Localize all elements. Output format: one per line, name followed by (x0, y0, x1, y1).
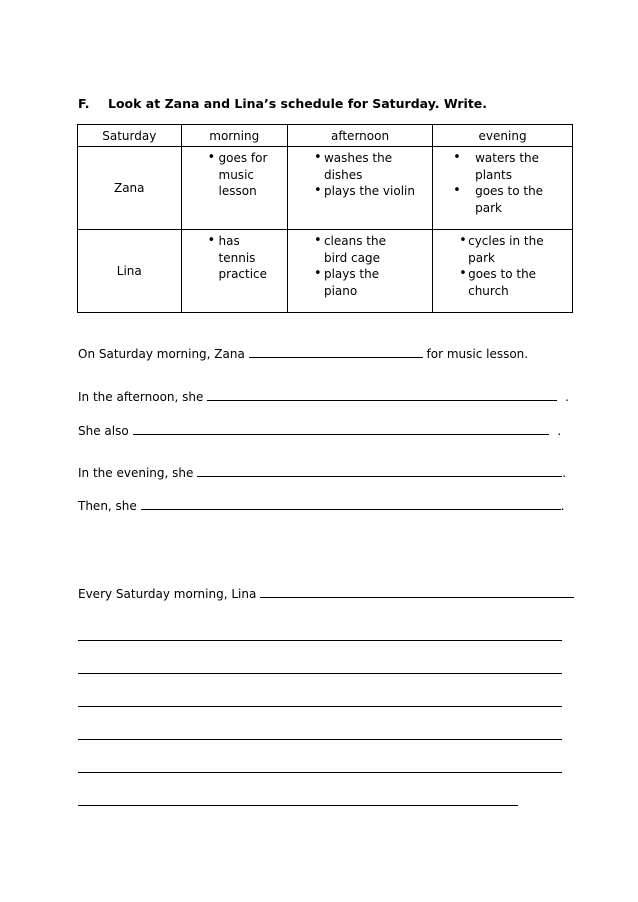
writing-line[interactable] (78, 772, 562, 773)
header-morning: morning (181, 125, 287, 147)
cell-zana-morning (181, 147, 287, 230)
header-evening: evening (433, 125, 573, 147)
schedule-table (77, 124, 573, 313)
activity-item: • waters the plants (433, 150, 550, 183)
answer-blank-2[interactable] (207, 388, 557, 401)
section-heading (78, 96, 487, 111)
sentence-2-start: In the afternoon, she (78, 390, 204, 404)
sentence-1-start: On Saturday morning, Zana (78, 347, 245, 361)
sentence-2-end: . (565, 390, 569, 404)
activity-item: • cleans the bird cage (288, 233, 404, 266)
sentence-1-end: for music lesson. (426, 347, 529, 361)
cell-lina-afternoon (287, 230, 432, 313)
writing-line[interactable] (78, 673, 562, 674)
sentence-1 (78, 345, 528, 361)
table-row (78, 230, 573, 313)
section-instruction: Look at Zana and Lina’s schedule for Saturday. Write. (108, 96, 488, 111)
sentence-5-end: . (560, 499, 565, 513)
sentence-4-end: . (562, 466, 567, 480)
answer-blank-5[interactable] (141, 497, 561, 510)
sentence-5-start: Then, she (78, 499, 137, 513)
cell-lina-morning (181, 230, 287, 313)
cell-lina-evening (433, 230, 573, 313)
sentence-5 (78, 497, 564, 513)
sentence-3-end: . (557, 424, 562, 438)
sentence-6 (78, 585, 574, 601)
activity-item: • goes to the park (433, 183, 550, 216)
row-name-lina: Lina (78, 230, 182, 313)
writing-line[interactable] (78, 739, 562, 740)
answer-blank-4[interactable] (197, 464, 562, 477)
header-saturday: Saturday (78, 125, 182, 147)
activity-item: • plays the piano (288, 266, 404, 299)
row-name-zana: Zana (78, 147, 182, 230)
writing-line[interactable] (78, 706, 562, 707)
answer-blank-3[interactable] (133, 422, 549, 435)
activity-item: • goes to the church (433, 266, 568, 299)
table-header-row (78, 125, 573, 147)
header-afternoon: afternoon (287, 125, 432, 147)
sentence-6-start: Every Saturday morning, Lina (78, 587, 257, 601)
answer-blank-1[interactable] (249, 345, 423, 358)
writing-line[interactable] (78, 640, 562, 641)
sentence-4-start: In the evening, she (78, 466, 194, 480)
activity-item: • has tennis practice (182, 233, 269, 283)
sentence-3 (78, 422, 561, 438)
answer-blank-6[interactable] (260, 585, 574, 598)
section-letter: F. (78, 96, 90, 111)
sentence-2 (78, 388, 569, 404)
activity-item: • plays the violin (288, 183, 432, 200)
sentence-3-start: She also (78, 424, 129, 438)
cell-zana-evening (433, 147, 573, 230)
sentence-4 (78, 464, 566, 480)
cell-zana-afternoon (287, 147, 432, 230)
activity-item: • cycles in the park (433, 233, 568, 266)
activity-item: • washes the dishes (288, 150, 432, 183)
writing-line[interactable] (78, 805, 518, 806)
activity-item: • goes for music lesson (182, 150, 269, 200)
table-row (78, 147, 573, 230)
